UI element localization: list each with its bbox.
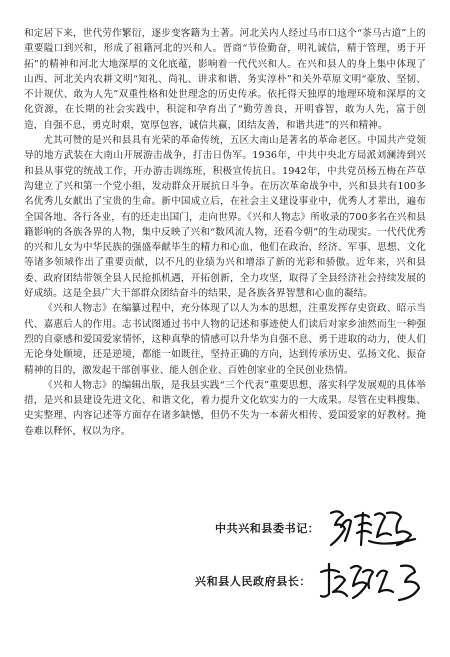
party-secretary-title: 中共兴和县委书记： xyxy=(215,522,320,535)
paragraph-2: 尤其可赞的是兴和县具有光荣的革命传统，五区大南山是著名的革命老区。中国共产党领导的地方武装在大南山开展游击战争，打击日伪军。1936年，中共中央北方局派刘澜涛到兴和县从事党的统战工作，开办游击训练班，积极宣传抗日。1942年，中共党员杨五梅在芦草沟建立了兴和第一个党小组，发动群众开展抗日斗争。在历次革命战争中，兴和县共有100多名优秀儿女献出了宝贵的生命。新中国成立后，在社会主义建设事业中，优秀人才辈出，遍布全国各地、各行各业，有的还走出国门，走向世界。《兴和人物志》所收录的700多名在兴和县籍影响的各族各界的人物，集中反映了兴和“数风流人物，还看今朝”的生动现实。一代代优秀的兴和儿女为中华民族的强盛奉献毕生的精力和心血，他们在政治、经济、军事、思想、文化等诸多领域作出了重要贡献，以不凡的业绩为兴和增添了新的光彩和骄傲。近年来，兴和县委、政府团结带领全县人民抢抓机遇，开拓创新，全力攻坚，取得了全县经济社会持续发展的好成绩。这是全县广大干部群众团结奋斗的结果，是各族各界智慧和心血的凝结。 xyxy=(24,135,426,300)
preface-text xyxy=(24,26,426,439)
county-mayor-signature-row xyxy=(195,558,427,604)
party-secretary-signature-row xyxy=(215,505,421,551)
paragraph-4: 《兴和人物志》的编辑出版，是我县实践“三个代表”重要思想、落实科学发展观的具体举措，是兴和县建设先进文化、和谐文化，着力提升文化软实力的一大成果。尽管在史料搜集、史实整理、内容记述等方面存在诸多缺憾，但仍不失为一本薪火相传、爱国爱家的好教材。掩卷难以释怀，权以为序。 xyxy=(24,379,426,437)
handwritten-signature-2 xyxy=(317,558,427,604)
paragraph-1: 和定居下来，世代劳作繁衍，逐步变客籍为土著。河北关内人经过马市口这个“茶马古道”上的重要隘口到兴和，形成了祖籍河北的兴和人。晋商“节俭勤奋，明礼诚信，精于管理，勇于开拓”的精神和河北大地深厚的文化底蕴，影响着一代代兴和人。在兴和县人的身上集中体现了山西、河北关内农耕文明“知礼、尚礼、讲求和谐、务实淳朴”和关外草原文明“豪放、坚韧、不计规伏、敢为人先”双重性格和处世理念的历史传承。依托得天独厚的地理环境和深厚的文化资源，在长期的社会实践中，积淀和孕育出了“勤劳善良，开明睿智，敢为人先，富于创造，自强不息，勇克时艰，宽厚包容，诚信共赢，团结友善，和谐共进”的兴和精神。 xyxy=(24,28,426,131)
paragraph-3: 《兴和人物志》在编纂过程中，充分体现了以人为本的思想，注重发挥存史资政、昭示当代、嘉惠后人的作用。志书试图通过书中人物的记述和事迹使人们读后对家乡油然而生一种强烈的自豪感和爱国爱家情怀，这种真挚的情感可以升华为自强不息、勇于进取的动力，使人们无论身处顺境，还是逆境，都能一如既往，坚持正确的方向，达到传承历史、弘扬文化、振奋精神的目的，激发起干部创事业、能人创企业、百姓创家业的全民创业热情。 xyxy=(24,303,426,376)
handwritten-signature-1 xyxy=(325,505,421,551)
signature-block xyxy=(0,500,450,620)
county-mayor-title: 兴和县人民政府县长： xyxy=(195,575,311,588)
